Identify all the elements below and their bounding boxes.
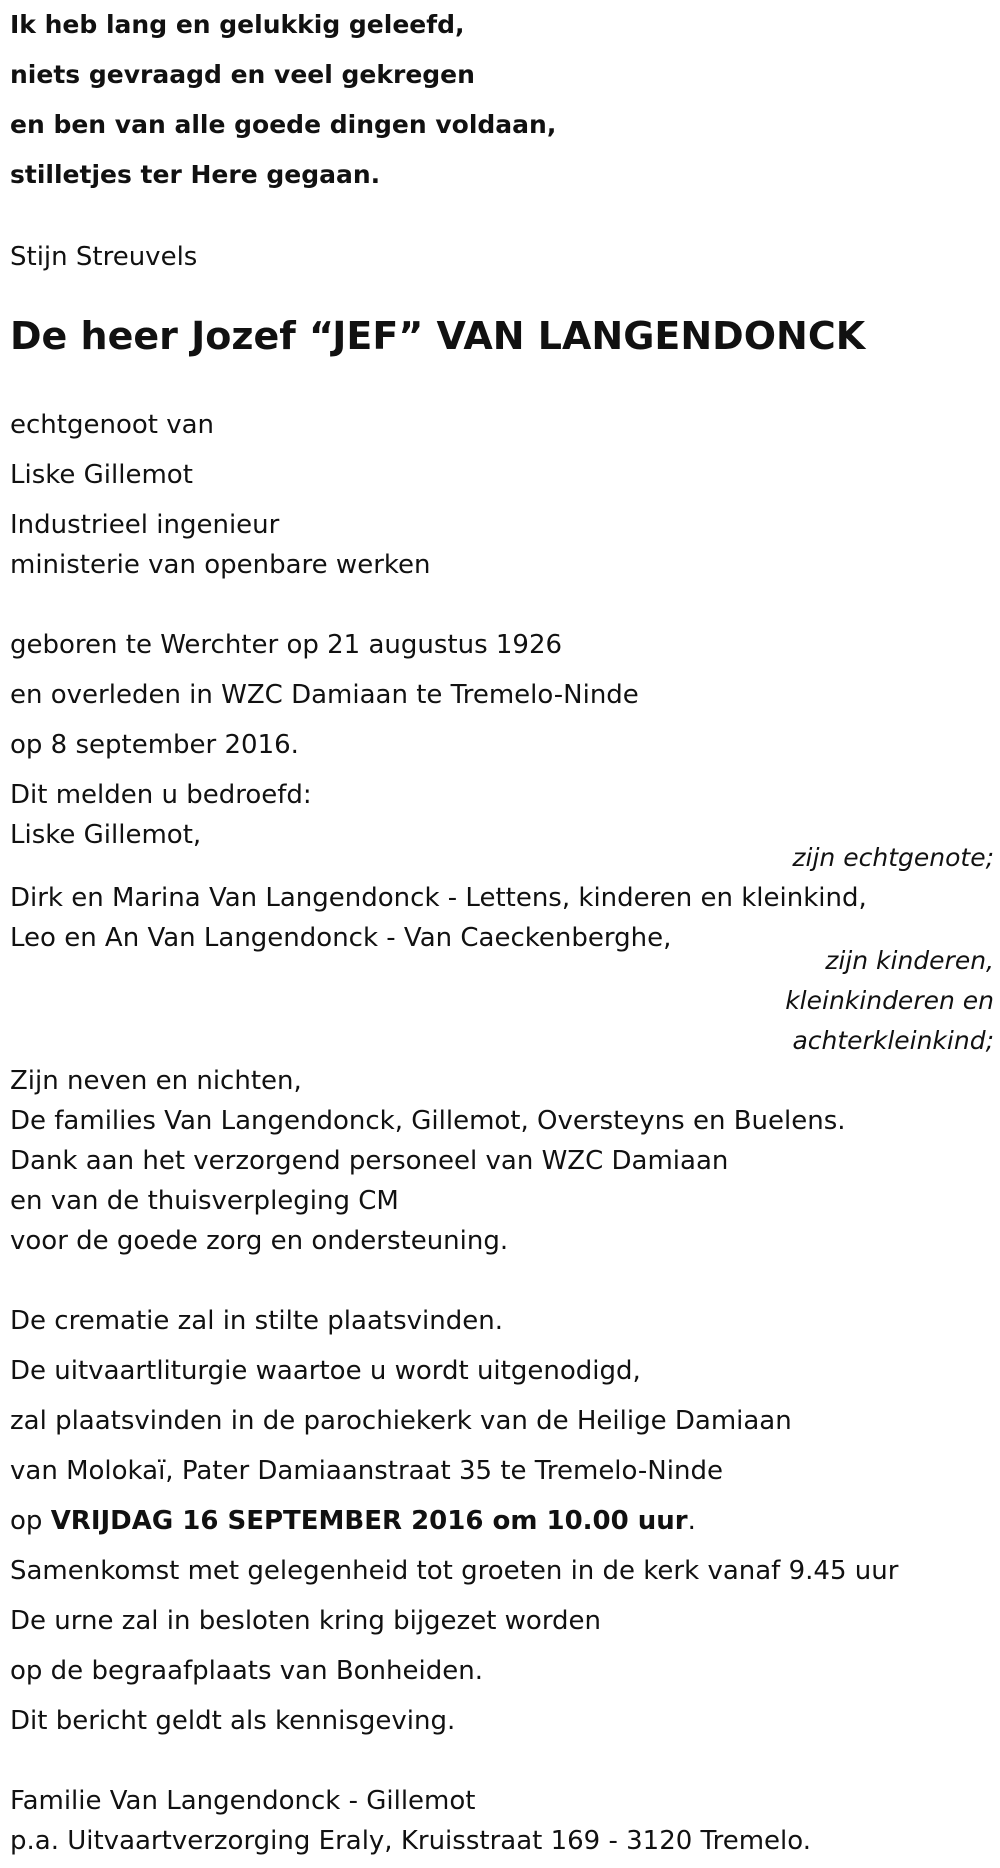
contact-family: Familie Van Langendonck - Gillemot (10, 1786, 476, 1816)
cremation-line: De crematie zal in stilte plaatsvinden. (10, 1306, 503, 1336)
children-role-line-3: achterkleinkind; (792, 1026, 994, 1055)
urn-line-1: De urne zal in besloten kring bijgezet worden (10, 1606, 602, 1636)
thanks-line-2: en van de thuisverpleging CM (10, 1186, 399, 1216)
poem-line-1: Ik heb lang en gelukkig geleefd, (10, 10, 465, 39)
funeral-date-suffix: . (687, 1506, 696, 1536)
funeral-date-prefix: op (10, 1506, 51, 1536)
children-role-line-1: zijn kinderen, (825, 946, 994, 975)
poem-line-2: niets gevraagd en veel gekregen (10, 60, 475, 89)
children-role-line-2: kleinkinderen en (785, 986, 994, 1015)
mourner-children-2: Leo en An Van Langendonck - Van Caeckenberghe, (10, 923, 672, 953)
thanks-line-3: voor de goede zorg en ondersteuning. (10, 1226, 509, 1256)
liturgy-line-3: van Molokaï, Pater Damiaanstraat 35 te Tremelo-Ninde (10, 1456, 723, 1486)
notice-line: Dit bericht geldt als kennisgeving. (10, 1706, 456, 1736)
mourners-intro: Dit melden u bedroefd: (10, 780, 312, 810)
poem-line-3: en ben van alle goede dingen voldaan, (10, 110, 557, 139)
death-line: en overleden in WZC Damiaan te Tremelo-Ninde (10, 680, 639, 710)
deceased-name-title: De heer Jozef “JEF” VAN LANGENDONCK (10, 314, 866, 358)
urn-line-2: op de begraafplaats van Bonheiden. (10, 1656, 483, 1686)
contact-address: p.a. Uitvaartverzorging Eraly, Kruisstraat 169 - 3120 Tremelo. (10, 1826, 811, 1856)
spouse-intro: echtgenoot van (10, 410, 215, 440)
poem-author: Stijn Streuvels (10, 242, 198, 272)
death-date-line: op 8 september 2016. (10, 730, 299, 760)
mourner-spouse: Liske Gillemot, (10, 820, 202, 850)
mourner-nephews: Zijn neven en nichten, (10, 1066, 302, 1096)
mourner-spouse-role: zijn echtgenote; (792, 843, 994, 872)
liturgy-line-2: zal plaatsvinden in de parochiekerk van de Heilige Damiaan (10, 1406, 792, 1436)
gathering-line: Samenkomst met gelegenheid tot groeten in de kerk vanaf 9.45 uur (10, 1556, 899, 1586)
birth-line: geboren te Werchter op 21 augustus 1926 (10, 630, 563, 660)
spouse-name: Liske Gillemot (10, 460, 193, 490)
mourner-families: De families Van Langendonck, Gillemot, Oversteyns en Buelens. (10, 1106, 846, 1136)
mourner-children-1: Dirk en Marina Van Langendonck - Lettens, kinderen en kleinkind, (10, 883, 867, 913)
profession-line-1: Industrieel ingenieur (10, 510, 280, 540)
funeral-date-bold: VRIJDAG 16 SEPTEMBER 2016 om 10.00 uur (50, 1506, 688, 1536)
funeral-date-line (10, 1504, 696, 1538)
poem-line-4: stilletjes ter Here gegaan. (10, 160, 381, 189)
liturgy-line-1: De uitvaartliturgie waartoe u wordt uitgenodigd, (10, 1356, 641, 1386)
thanks-line-1: Dank aan het verzorgend personeel van WZC Damiaan (10, 1146, 729, 1176)
profession-line-2: ministerie van openbare werken (10, 550, 431, 580)
